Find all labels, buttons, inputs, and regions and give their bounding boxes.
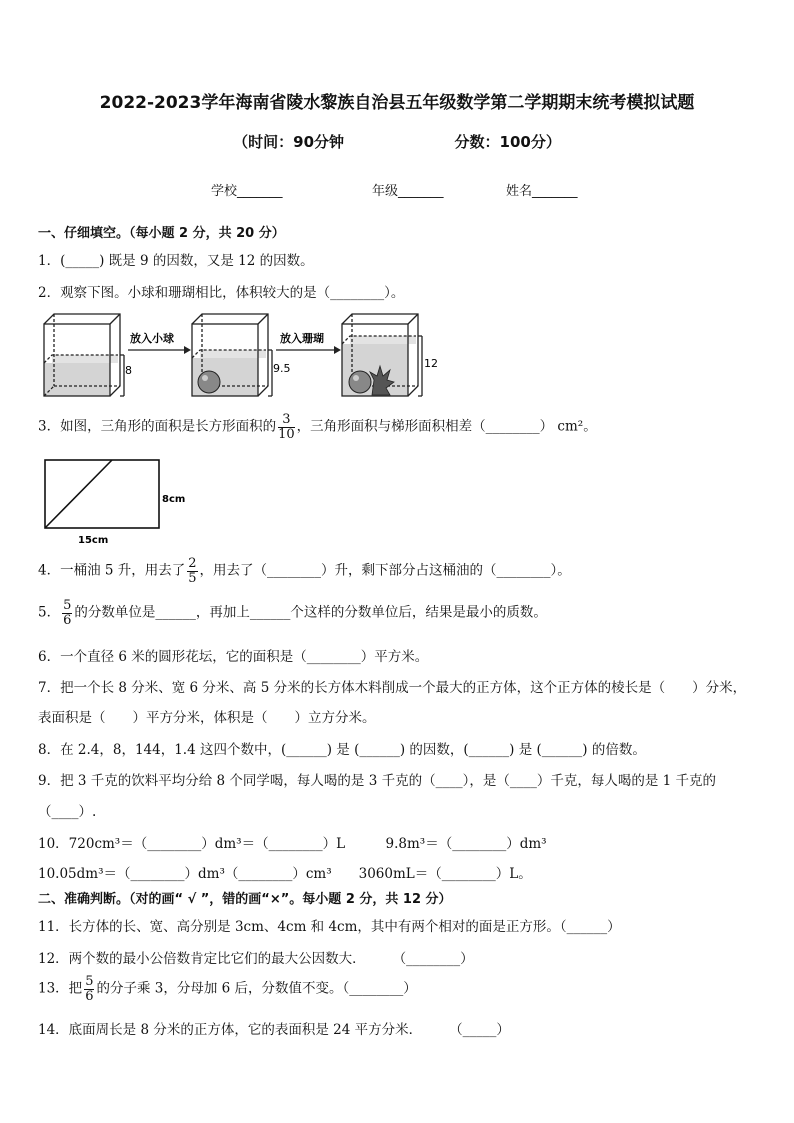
ball-icon [349, 371, 371, 393]
rectangle-width-label: 15cm [78, 535, 109, 546]
tank-1-height: 8 [125, 364, 132, 377]
question-13: 13．把 $\frac{5}{6}$ 的分子乘 3，分母加 6 后，分数值不变。（________） [38, 974, 417, 1004]
question-9-line-1: 9．把 3 千克的饮料平均分给 8 个同学喝，每人喝的是 3 千克的（____），是（____）千克，每人喝的是 1 千克的 [38, 773, 717, 789]
arrow-2-label: 放入珊瑚 [280, 332, 324, 345]
arrow-1-label: 放入小球 [130, 332, 174, 345]
question-12: 12．两个数的最小公倍数肯定比它们的最大公因数大． （________） [38, 951, 474, 967]
name-field[interactable]: 姓名_______ [506, 184, 578, 199]
tank-2-height: 9.5 [273, 362, 291, 375]
rectangle-figure [40, 458, 200, 550]
rectangle-height-label: 8cm [162, 494, 186, 505]
ball-icon [198, 371, 220, 393]
question-9-line-2: （____）. [38, 804, 97, 820]
water-tank-figure [40, 310, 450, 405]
exam-time: （时间：90分钟 [233, 133, 345, 151]
section-heading-2: 二、准确判断。（对的画“ √ ”，错的画“×”。每小题 2 分，共 12 分） [38, 892, 452, 907]
question-8: 8．在 2.4，8，144，1.4 这四个数中，(______) 是 (______) 的因数，(______) 是 (______) 的倍数。 [38, 742, 646, 758]
school-field[interactable]: 学校_______ [211, 184, 283, 199]
question-14: 14．底面周长是 8 分米的正方体，它的表面积是 24 平方分米． （_____） [38, 1022, 510, 1038]
tank-1 [44, 314, 124, 396]
exam-score: 分数：100分） [454, 133, 561, 151]
question-7-line-2: 表面积是（ ）平方分米，体积是（ ）立方分米。 [38, 710, 376, 726]
question-3: 3．如图，三角形的面积是长方形面积的 $\frac{3}{10}$ ，三角形面积与梯形面积相差（________） cm²。 [38, 412, 597, 442]
page-title: 2022-2023学年海南省陵水黎族自治县五年级数学第二学期期末统考模拟试题 [99, 93, 695, 113]
grade-field[interactable]: 年级_______ [372, 184, 444, 199]
section-heading-1: 一、仔细填空。（每小题 2 分，共 20 分） [38, 226, 285, 241]
tank-3-height: 12 [424, 357, 438, 370]
question-6: 6．一个直径 6 米的圆形花坛，它的面积是（________）平方米。 [38, 649, 429, 665]
question-2: 2．观察下图。小球和珊瑚相比，体积较大的是（________）。 [38, 285, 405, 301]
question-5: 5． $\frac{5}{6}$ 的分数单位是______，再加上______个这样的分数单位后，结果是最小的质数。 [38, 598, 547, 628]
question-1: 1．(_____) 既是 9 的因数，又是 12 的因数。 [38, 253, 314, 269]
question-4: 4．一桶油 5 升，用去了 $\frac{2}{5}$ ，用去了（________）升，剩下部分占这桶油的（________）。 [38, 556, 571, 586]
question-10-line-1: 10．720cm³＝（________）dm³＝（________）L 9.8m³＝（________）dm³ [38, 836, 547, 852]
question-11: 11．长方体的长、宽、高分别是 3cm、4cm 和 4cm，其中有两个相对的面是正方形。（______） [38, 919, 621, 935]
exam-info [0, 131, 794, 152]
question-7-line-1: 7．把一个长 8 分米、宽 6 分米、高 5 分米的长方体木料削成一个最大的正方体，这个正方体的棱长是（ ）分米， [38, 680, 747, 696]
question-10-line-2: 10.05dm³＝（________）dm³（________）cm³ 3060mL＝（________）L。 [38, 866, 532, 882]
